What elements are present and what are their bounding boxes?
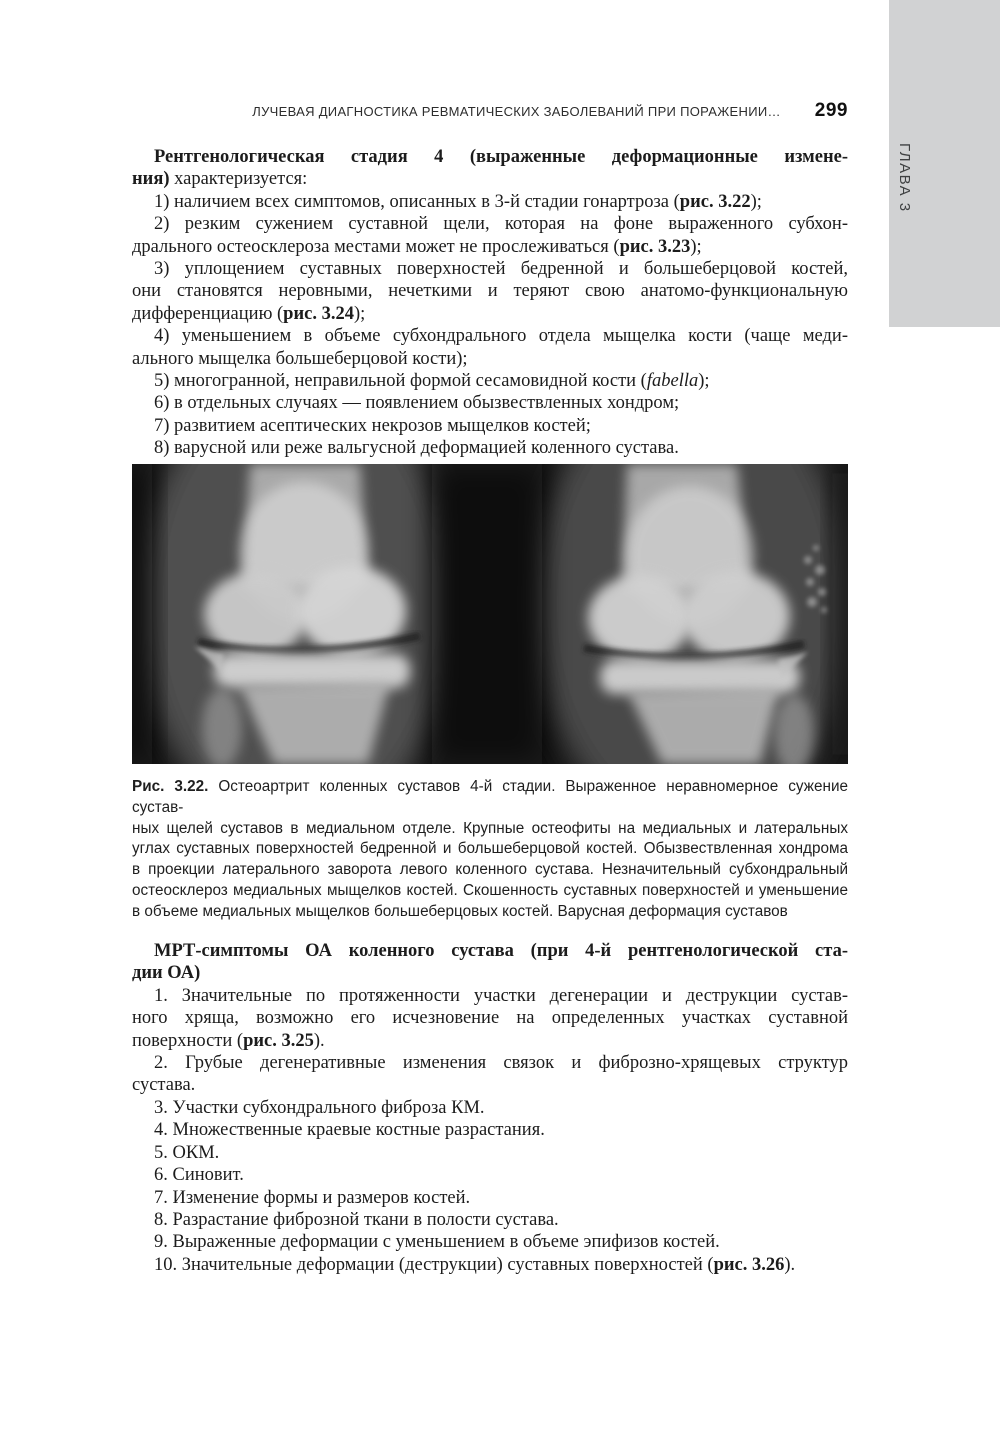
text-line: 2) резким сужением суставной щели, которая на фоне выраженного субхон- [154, 214, 848, 235]
text-line: 6) в отдельных случаях — появлением обызвествленных хондром; [154, 393, 680, 414]
knee-xray-image [132, 464, 848, 764]
text-line: они становятся неровными, нечеткими и теряют свою анатомо-функциональную [132, 281, 848, 302]
text-line: дии ОА) [132, 963, 201, 984]
chapter-tab [889, 0, 1000, 327]
page-number: 299 [814, 100, 848, 121]
text-line: МРТ-симптомы ОА коленного сустава (при 4-й рентгенологической ста- [154, 941, 848, 962]
stage4-list-item [132, 191, 848, 213]
text-line: 5. ОКМ. [154, 1142, 220, 1163]
stage4-list-item [132, 437, 848, 459]
stage4-list-item [132, 415, 848, 437]
figure-caption [132, 777, 848, 923]
text-line: 1) наличием всех симптомов, описанных в 3-й стадии гонартроза (рис. 3.22); [154, 191, 762, 212]
text-line: дрального остеосклероза местами может не прослеживаться (рис. 3.23); [132, 236, 702, 257]
mrt-list-item [132, 1164, 848, 1186]
text-line: 10. Значительные деформации (деструкции) суставных поверхностей (рис. 3.26). [154, 1254, 796, 1275]
text-line: 2. Грубые дегенеративные изменения связок и фиброзно-хрящевых структур [154, 1053, 848, 1074]
text-line: углах суставных поверхностей бедренной и большеберцовой костей. Обызвествленная хондрома [132, 840, 848, 858]
stage4-heading [132, 146, 848, 191]
mrt-list-item [132, 1254, 848, 1276]
stage4-list-item [132, 213, 848, 258]
text-line: 9. Выраженные деформации с уменьшением в объеме эпифизов костей. [154, 1232, 720, 1253]
mrt-list-item [132, 1231, 848, 1253]
stage4-list [132, 191, 848, 460]
stage4-list-item [132, 325, 848, 370]
text-line: Рис. 3.22. Остеоартрит коленных суставов 4-й стадии. Выраженное неравномерное сужение сустав- [132, 777, 848, 816]
text-line: 4) уменьшением в объеме субхондрального отдела мыщелка кости (чаще меди- [154, 326, 848, 347]
text-line: сустава. [132, 1075, 196, 1096]
text-line: поверхности (рис. 3.25). [132, 1030, 325, 1051]
text-line: в проекции латерального заворота левого коленного сустава. Незначительный субхондральный [132, 861, 848, 879]
text-line: остеосклероз медиальных мыщелков костей. Скошенность суставных поверхностей и уменьшение [132, 882, 848, 900]
mrt-list [132, 985, 848, 1276]
text-line: ального мыщелка большеберцовой кости); [132, 348, 468, 369]
stage4-list-item [132, 392, 848, 414]
text-line: 1. Значительные по протяженности участки дегенерации и деструкции сустав- [154, 985, 848, 1006]
stage4-list-item [132, 370, 848, 392]
text-line: 3) уплощением суставных поверхностей бедренной и большеберцовой костей, [154, 259, 848, 280]
mrt-list-item [132, 1052, 848, 1097]
text-line: 6. Синовит. [154, 1165, 244, 1186]
text-line: 7) развитием асептических некрозов мыщелков костей; [154, 415, 591, 436]
figure-3-22 [132, 464, 848, 923]
text-line: 4. Множественные краевые костные разрастания. [154, 1120, 545, 1141]
text-line: ного хряща, возможно его исчезновение на определенных участках суставной [132, 1008, 848, 1029]
mrt-list-item [132, 1187, 848, 1209]
text-line: 7. Изменение формы и размеров костей. [154, 1187, 471, 1208]
mrt-list-item [132, 1209, 848, 1231]
mrt-list-item [132, 1142, 848, 1164]
mrt-list-item [132, 985, 848, 1052]
text-line: ных щелей суставов в медиальном отделе. Крупные остеофиты на медиальных и латеральных [132, 819, 848, 837]
text-line: 8. Разрастание фиброзной ткани в полости сустава. [154, 1209, 559, 1230]
mrt-section [132, 940, 848, 1276]
text-line: дифференциацию (рис. 3.24); [132, 303, 366, 324]
page-header [132, 100, 848, 122]
main-text-column [132, 143, 848, 1276]
mrt-list-item [132, 1097, 848, 1119]
text-line: 3. Участки субхондрального фиброза КМ. [154, 1097, 485, 1118]
mrt-list-item [132, 1119, 848, 1141]
text-line: 8) варусной или реже вальгусной деформацией коленного сустава. [154, 438, 679, 459]
mrt-heading [132, 940, 848, 985]
text-line: Рентгенологическая стадия 4 (выраженные деформационные измене- [154, 147, 848, 167]
text-line: 5) многогранной, неправильной формой сесамовидной кости (fabella); [154, 371, 710, 392]
text-line: ния) характеризуется: [132, 169, 308, 190]
text-line: в объеме медиальных мыщелков большеберцовых костей. Варусная деформация суставов [132, 903, 788, 921]
running-title: ЛУЧЕВАЯ ДИАГНОСТИКА РЕВМАТИЧЕСКИХ ЗАБОЛЕВАНИЙ ПРИ ПОРАЖЕНИИ… [252, 104, 781, 119]
stage4-list-item [132, 258, 848, 325]
chapter-tab-label: ГЛАВА 3 [896, 143, 913, 213]
